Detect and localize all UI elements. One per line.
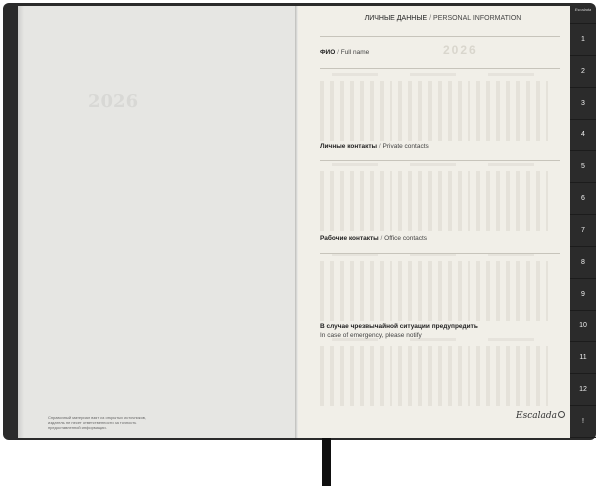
tab-month-7[interactable]: 7 xyxy=(570,215,596,247)
ghost-year-title: 2026 xyxy=(88,91,139,112)
tab-month-4[interactable]: 4 xyxy=(570,120,596,152)
header-divider xyxy=(320,36,560,37)
left-page xyxy=(18,6,296,438)
ghost-calendar-month xyxy=(398,171,470,231)
field-separator: / xyxy=(337,49,339,56)
brand-logo: Escalada xyxy=(516,411,557,421)
month-tabs xyxy=(570,6,596,438)
field-separator: / xyxy=(380,235,383,242)
ghost-calendar-month xyxy=(320,261,392,321)
ghost-calendar-month xyxy=(398,81,470,141)
tab-month-2[interactable]: 2 xyxy=(570,56,596,88)
office-contacts-line xyxy=(320,253,560,254)
bookmark-ribbon[interactable] xyxy=(322,438,331,486)
emergency-label-ru: В случае чрезвычайной ситуации предупредить xyxy=(320,323,478,330)
tab-month-10[interactable]: 10 xyxy=(570,311,596,343)
ghost-calendar-month xyxy=(320,81,392,141)
ghost-calendar-month xyxy=(476,261,548,321)
ghost-calendar-month xyxy=(320,346,392,406)
office-contacts-label-ru: Рабочие контакты xyxy=(320,235,379,242)
ghost-calendar-month xyxy=(398,346,470,406)
full-name-field xyxy=(320,49,560,56)
private-contacts-line xyxy=(320,160,560,161)
ghost-calendar-month xyxy=(320,171,392,231)
tab-month-5[interactable]: 5 xyxy=(570,151,596,183)
ghost-calendar-year: 2026 xyxy=(443,43,478,57)
ghost-calendar-month xyxy=(476,81,548,141)
office-contacts-field xyxy=(320,235,560,242)
tab-month-1[interactable]: 1 xyxy=(570,24,596,56)
page-title xyxy=(328,15,558,22)
full-name-label-ru: ФИО xyxy=(320,49,336,56)
personal-info-page xyxy=(298,6,570,438)
disclaimer-notice: Справочный материал взят из открытых источников, издатель не несет ответственности за точность предоставленной информации. xyxy=(48,415,147,430)
tab-month-12[interactable]: 12 xyxy=(570,374,596,406)
page-title-ru: ЛИЧНЫЕ ДАННЫЕ xyxy=(364,15,428,22)
ghost-calendar-month xyxy=(476,346,548,406)
office-contacts-label-en: Office contacts xyxy=(384,235,428,242)
tab-month-3[interactable]: 3 xyxy=(570,88,596,120)
emergency-label-en: In case of emergency, please notify xyxy=(320,332,422,339)
private-contacts-label-ru: Личные контакты xyxy=(320,143,378,150)
emergency-contact-field xyxy=(320,323,560,330)
page-title-en: PERSONAL INFORMATION xyxy=(433,15,522,22)
private-contacts-field xyxy=(320,143,560,150)
ghost-calendar-month xyxy=(476,171,548,231)
full-name-line xyxy=(320,68,560,69)
title-separator: / xyxy=(429,15,432,22)
field-separator: / xyxy=(378,143,381,150)
private-contacts-label-en: Private contacts xyxy=(382,143,429,150)
tab-month-9[interactable]: 9 xyxy=(570,279,596,311)
tab-month-6[interactable]: 6 xyxy=(570,183,596,215)
left-page-edge xyxy=(18,6,24,438)
full-name-label-en: Full name xyxy=(340,49,370,56)
tab-notes[interactable]: ! xyxy=(570,406,596,438)
ghost-calendar-month xyxy=(398,261,470,321)
tab-month-8[interactable]: 8 xyxy=(570,247,596,279)
tab-brand-label: Escalada xyxy=(574,7,592,12)
registered-mark-icon xyxy=(558,411,565,418)
tab-month-11[interactable]: 11 xyxy=(570,342,596,374)
